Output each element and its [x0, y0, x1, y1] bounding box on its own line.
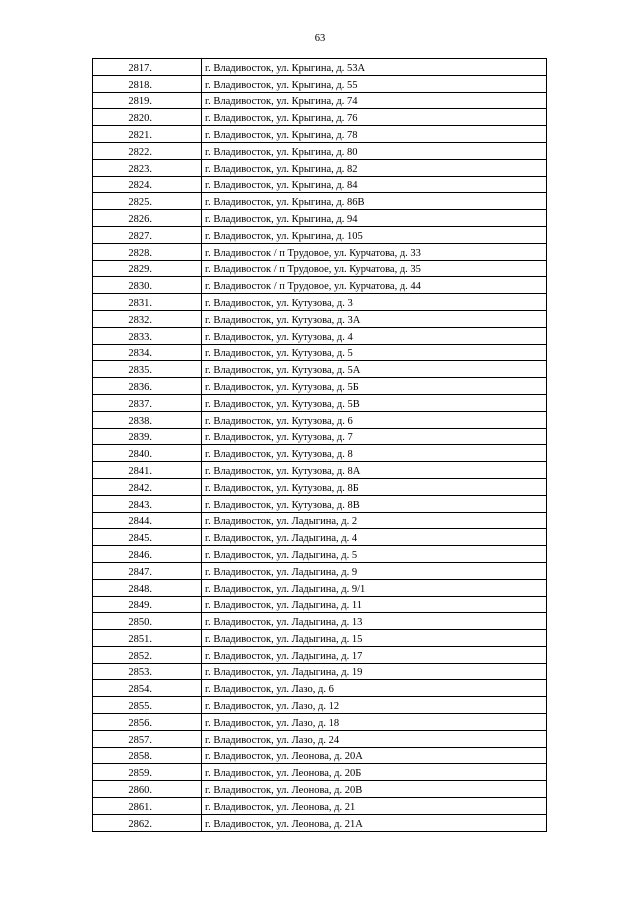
row-number-cell: 2820.: [93, 109, 202, 126]
row-number-cell: 2833.: [93, 327, 202, 344]
table-row: [93, 562, 547, 579]
table-row: [93, 495, 547, 512]
row-number-cell: 2837.: [93, 394, 202, 411]
address-cell: г. Владивосток, ул. Крыгина, д. 84: [202, 176, 547, 193]
row-number-cell: 2838.: [93, 411, 202, 428]
table-row: [93, 798, 547, 815]
address-cell: г. Владивосток, ул. Крыгина, д. 105: [202, 226, 547, 243]
row-number-cell: 2818.: [93, 75, 202, 92]
address-cell: г. Владивосток, ул. Лазо, д. 6: [202, 680, 547, 697]
row-number-cell: 2848.: [93, 579, 202, 596]
table-row: [93, 210, 547, 227]
table-row: [93, 361, 547, 378]
row-number-cell: 2862.: [93, 814, 202, 831]
table-row: [93, 59, 547, 76]
table-row: [93, 781, 547, 798]
table-row: [93, 445, 547, 462]
table-row: [93, 529, 547, 546]
row-number-cell: 2860.: [93, 781, 202, 798]
address-cell: г. Владивосток, ул. Крыгина, д. 76: [202, 109, 547, 126]
table-row: [93, 697, 547, 714]
table-row: [93, 663, 547, 680]
table-row: [93, 596, 547, 613]
row-number-cell: 2817.: [93, 59, 202, 76]
table-row: [93, 92, 547, 109]
table-row: [93, 344, 547, 361]
row-number-cell: 2842.: [93, 478, 202, 495]
address-cell: г. Владивосток / п Трудовое, ул. Курчатова, д. 33: [202, 243, 547, 260]
table-row: [93, 109, 547, 126]
row-number-cell: 2852.: [93, 646, 202, 663]
address-cell: г. Владивосток, ул. Крыгина, д. 74: [202, 92, 547, 109]
table-row: [93, 680, 547, 697]
row-number-cell: 2849.: [93, 596, 202, 613]
address-cell: г. Владивосток, ул. Кутузова, д. 8Б: [202, 478, 547, 495]
address-cell: г. Владивосток, ул. Кутузова, д. 3: [202, 294, 547, 311]
table-row: [93, 747, 547, 764]
table-row: [93, 764, 547, 781]
table-row: [93, 394, 547, 411]
row-number-cell: 2844.: [93, 512, 202, 529]
page-number: 63: [314, 33, 326, 44]
row-number-cell: 2841.: [93, 462, 202, 479]
row-number-cell: 2839.: [93, 428, 202, 445]
address-cell: г. Владивосток, ул. Крыгина, д. 94: [202, 210, 547, 227]
row-number-cell: 2850.: [93, 613, 202, 630]
row-number-cell: 2824.: [93, 176, 202, 193]
address-cell: г. Владивосток, ул. Ладыгина, д. 2: [202, 512, 547, 529]
row-number-cell: 2827.: [93, 226, 202, 243]
address-cell: г. Владивосток, ул. Леонова, д. 21: [202, 798, 547, 815]
row-number-cell: 2840.: [93, 445, 202, 462]
address-cell: г. Владивосток, ул. Кутузова, д. 8А: [202, 462, 547, 479]
row-number-cell: 2856.: [93, 714, 202, 731]
address-cell: г. Владивосток, ул. Леонова, д. 20Б: [202, 764, 547, 781]
row-number-cell: 2823.: [93, 159, 202, 176]
row-number-cell: 2861.: [93, 798, 202, 815]
row-number-cell: 2847.: [93, 562, 202, 579]
address-cell: г. Владивосток, ул. Ладыгина, д. 4: [202, 529, 547, 546]
address-cell: г. Владивосток, ул. Кутузова, д. 5Б: [202, 378, 547, 395]
row-number-cell: 2822.: [93, 142, 202, 159]
table-row: [93, 310, 547, 327]
table-row: [93, 646, 547, 663]
table-row: [93, 75, 547, 92]
row-number-cell: 2819.: [93, 92, 202, 109]
table-row: [93, 411, 547, 428]
row-number-cell: 2859.: [93, 764, 202, 781]
row-number-cell: 2854.: [93, 680, 202, 697]
table-row: [93, 327, 547, 344]
row-number-cell: 2855.: [93, 697, 202, 714]
address-cell: г. Владивосток, ул. Кутузова, д. 3А: [202, 310, 547, 327]
address-cell: г. Владивосток, ул. Ладыгина, д. 9: [202, 562, 547, 579]
address-cell: г. Владивосток, ул. Ладыгина, д. 5: [202, 546, 547, 563]
address-cell: г. Владивосток, ул. Леонова, д. 21А: [202, 814, 547, 831]
address-cell: г. Владивосток, ул. Ладыгина, д. 11: [202, 596, 547, 613]
address-cell: г. Владивосток, ул. Крыгина, д. 86В: [202, 193, 547, 210]
table-row: [93, 176, 547, 193]
address-cell: г. Владивосток / п Трудовое, ул. Курчатова, д. 44: [202, 277, 547, 294]
row-number-cell: 2851.: [93, 630, 202, 647]
table-row: [93, 579, 547, 596]
table-row: [93, 260, 547, 277]
table-row: [93, 478, 547, 495]
address-cell: г. Владивосток, ул. Ладыгина, д. 15: [202, 630, 547, 647]
address-cell: г. Владивосток, ул. Кутузова, д. 5А: [202, 361, 547, 378]
address-cell: г. Владивосток, ул. Кутузова, д. 8: [202, 445, 547, 462]
row-number-cell: 2843.: [93, 495, 202, 512]
table-row: [93, 226, 547, 243]
table-row: [93, 294, 547, 311]
table-row: [93, 159, 547, 176]
table-row: [93, 142, 547, 159]
address-cell: г. Владивосток, ул. Кутузова, д. 7: [202, 428, 547, 445]
address-cell: г. Владивосток, ул. Кутузова, д. 4: [202, 327, 547, 344]
row-number-cell: 2832.: [93, 310, 202, 327]
table-row: [93, 613, 547, 630]
address-cell: г. Владивосток, ул. Леонова, д. 20А: [202, 747, 547, 764]
row-number-cell: 2853.: [93, 663, 202, 680]
row-number-cell: 2858.: [93, 747, 202, 764]
address-cell: г. Владивосток, ул. Лазо, д. 24: [202, 730, 547, 747]
row-number-cell: 2826.: [93, 210, 202, 227]
table-row: [93, 546, 547, 563]
row-number-cell: 2836.: [93, 378, 202, 395]
address-cell: г. Владивосток / п Трудовое, ул. Курчатова, д. 35: [202, 260, 547, 277]
address-cell: г. Владивосток, ул. Крыгина, д. 80: [202, 142, 547, 159]
row-number-cell: 2825.: [93, 193, 202, 210]
address-cell: г. Владивосток, ул. Ладыгина, д. 19: [202, 663, 547, 680]
address-cell: г. Владивосток, ул. Ладыгина, д. 9/1: [202, 579, 547, 596]
table-row: [93, 462, 547, 479]
table-row: [93, 814, 547, 831]
address-cell: г. Владивосток, ул. Леонова, д. 20В: [202, 781, 547, 798]
row-number-cell: 2834.: [93, 344, 202, 361]
address-cell: г. Владивосток, ул. Кутузова, д. 5: [202, 344, 547, 361]
address-cell: г. Владивосток, ул. Кутузова, д. 6: [202, 411, 547, 428]
row-number-cell: 2828.: [93, 243, 202, 260]
address-table: [92, 58, 547, 832]
table-row: [93, 630, 547, 647]
address-cell: г. Владивосток, ул. Ладыгина, д. 13: [202, 613, 547, 630]
table-row: [93, 378, 547, 395]
table-row: [93, 193, 547, 210]
row-number-cell: 2831.: [93, 294, 202, 311]
address-cell: г. Владивосток, ул. Крыгина, д. 78: [202, 126, 547, 143]
table-row: [93, 277, 547, 294]
row-number-cell: 2845.: [93, 529, 202, 546]
table-row: [93, 730, 547, 747]
row-number-cell: 2846.: [93, 546, 202, 563]
address-cell: г. Владивосток, ул. Крыгина, д. 82: [202, 159, 547, 176]
address-cell: г. Владивосток, ул. Лазо, д. 12: [202, 697, 547, 714]
table-row: [93, 126, 547, 143]
row-number-cell: 2830.: [93, 277, 202, 294]
address-cell: г. Владивосток, ул. Крыгина, д. 55: [202, 75, 547, 92]
address-cell: г. Владивосток, ул. Крыгина, д. 53А: [202, 59, 547, 76]
table-row: [93, 243, 547, 260]
table-row: [93, 512, 547, 529]
row-number-cell: 2821.: [93, 126, 202, 143]
address-cell: г. Владивосток, ул. Кутузова, д. 5В: [202, 394, 547, 411]
table-row: [93, 428, 547, 445]
row-number-cell: 2829.: [93, 260, 202, 277]
table-row: [93, 714, 547, 731]
address-cell: г. Владивосток, ул. Ладыгина, д. 17: [202, 646, 547, 663]
address-cell: г. Владивосток, ул. Лазо, д. 18: [202, 714, 547, 731]
row-number-cell: 2835.: [93, 361, 202, 378]
table-body: [93, 59, 547, 832]
row-number-cell: 2857.: [93, 730, 202, 747]
address-cell: г. Владивосток, ул. Кутузова, д. 8В: [202, 495, 547, 512]
